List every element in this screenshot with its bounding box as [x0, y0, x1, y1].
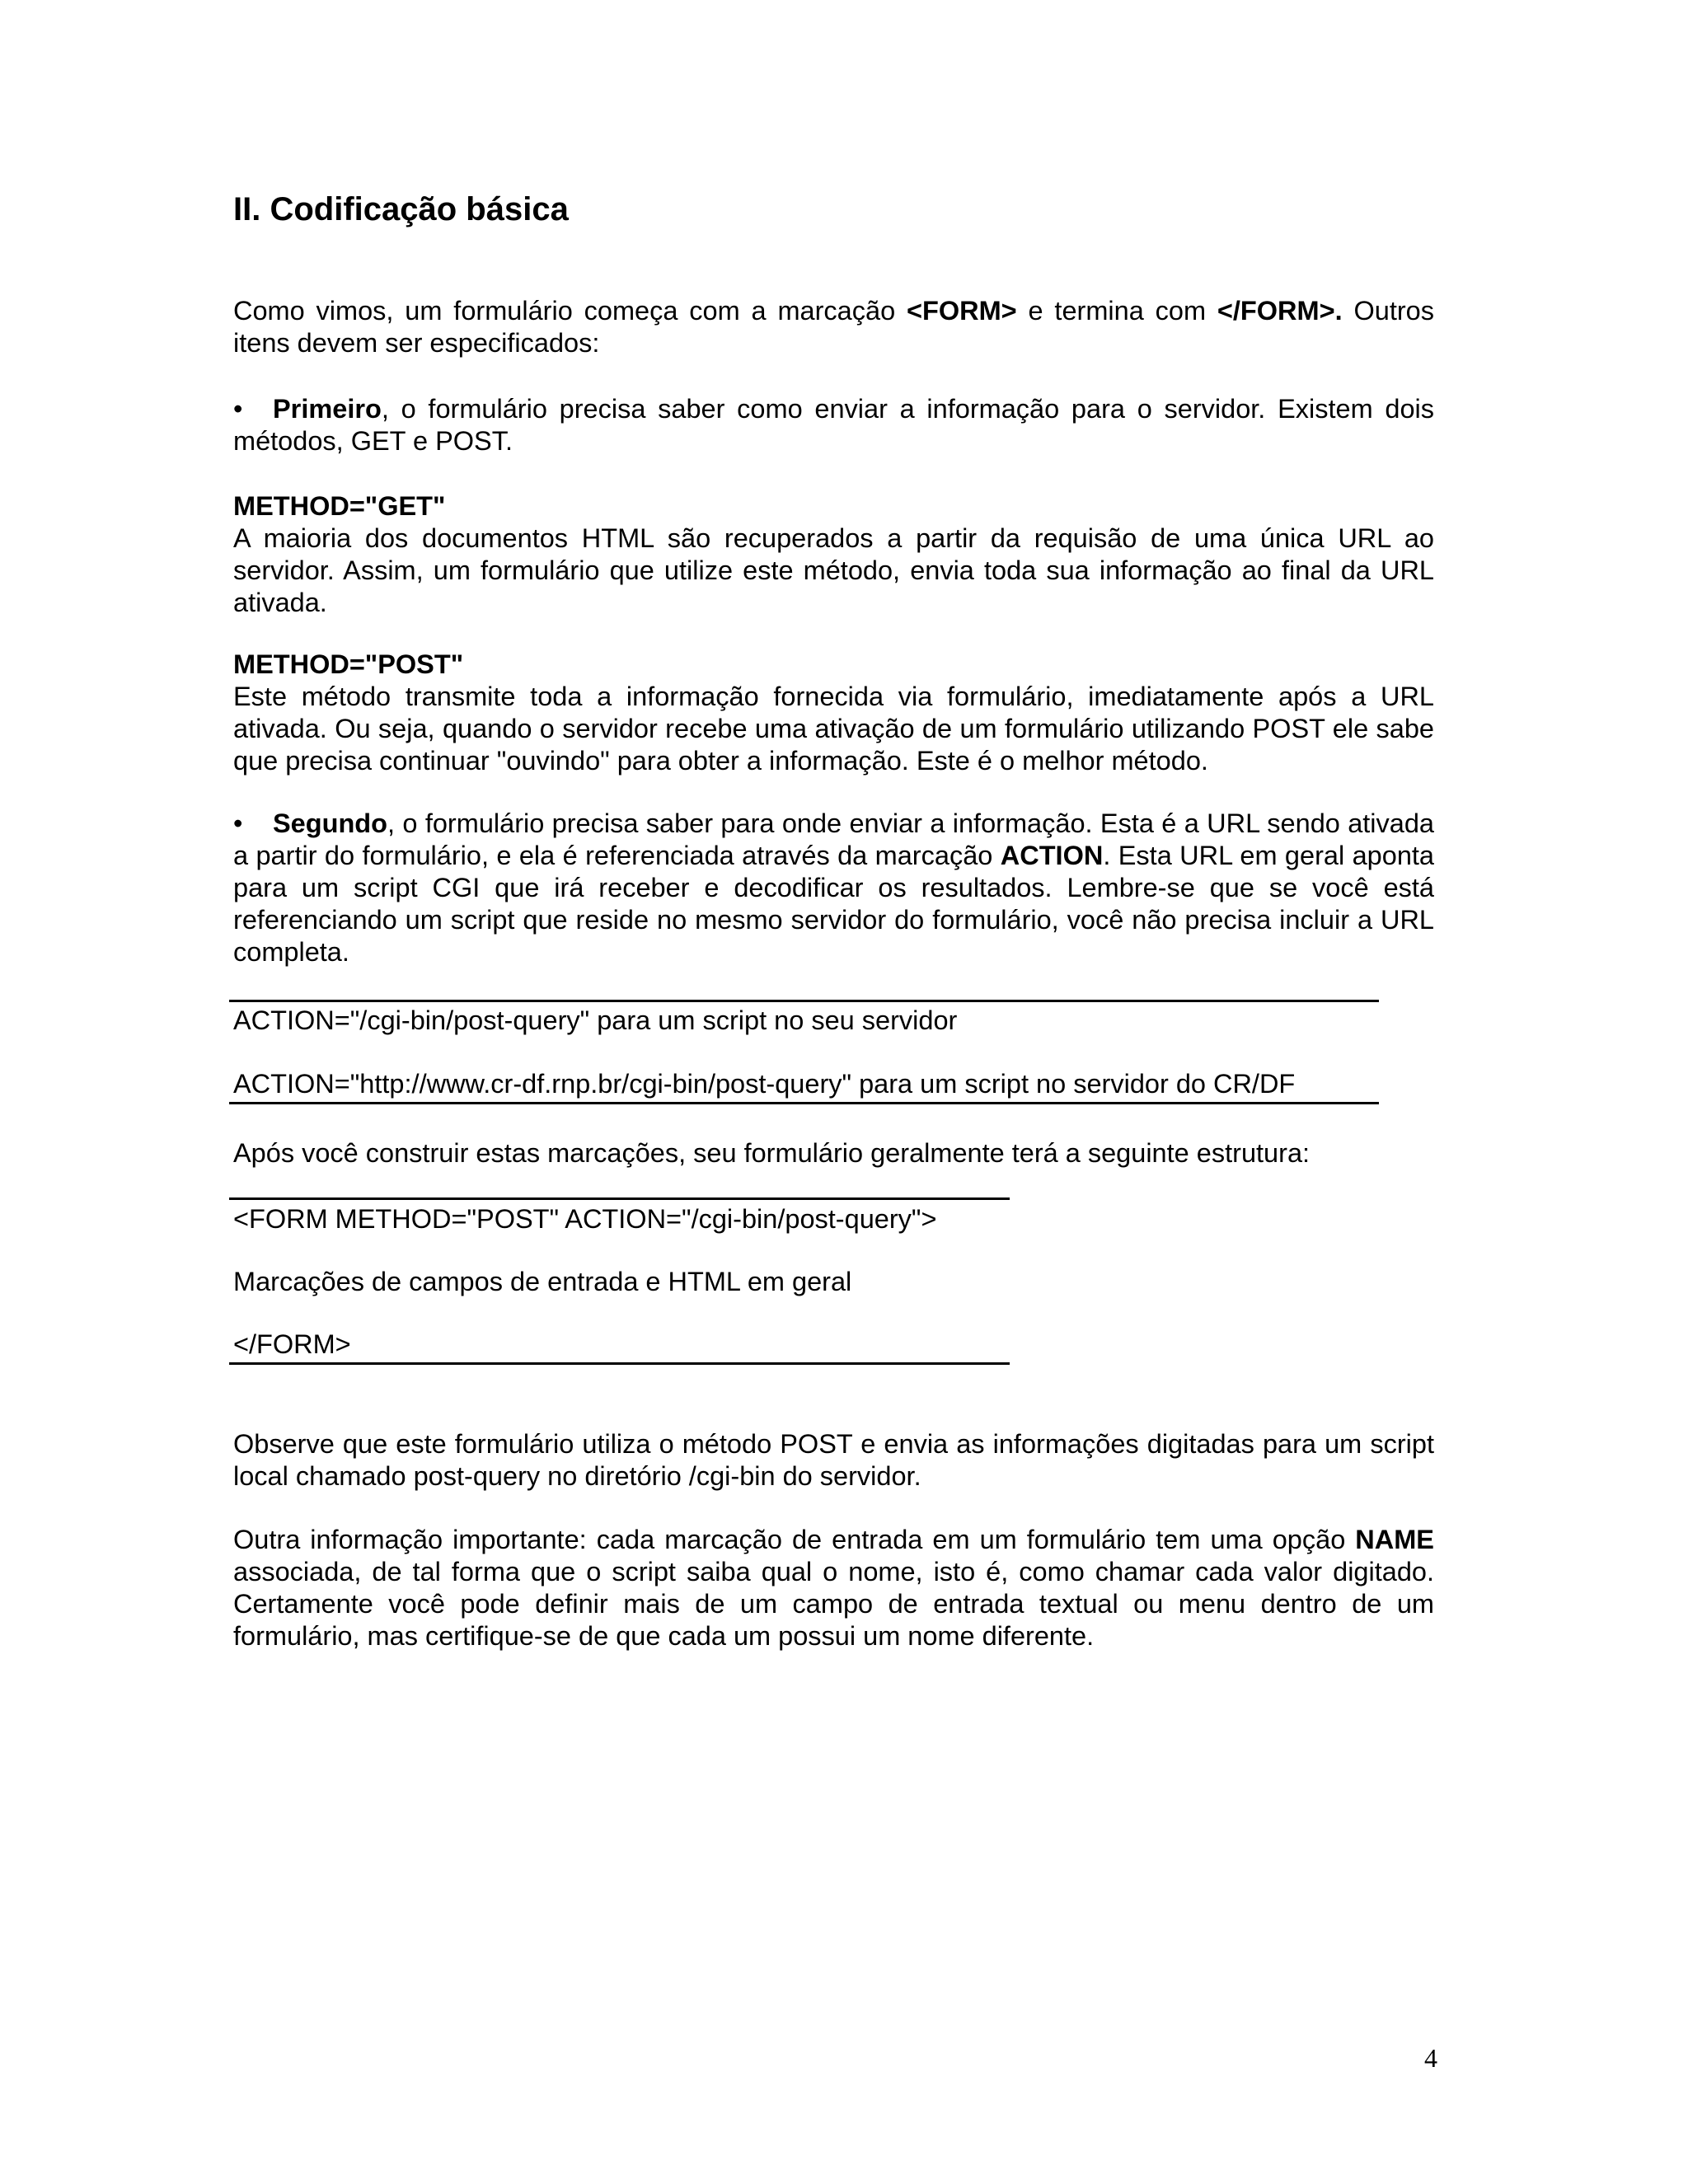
form-open-tag: <FORM>	[907, 296, 1017, 326]
observe-paragraph	[233, 1428, 1434, 1493]
structure-box-top-rule	[229, 1197, 1010, 1200]
method-post-section	[233, 649, 1434, 777]
bullet-first-text: , o formulário precisa saber como enviar a informação para o servidor. Existem dois métodos, GET e POST.	[233, 394, 1434, 456]
observe-text: Observe que este formulário utiliza o método POST e envia as informações digitadas para um script local chamado post-query no diretório /cgi-bin do servidor.	[233, 1429, 1434, 1491]
form-close-tag: </FORM>.	[1217, 296, 1343, 326]
structure-box-bottom-rule	[229, 1362, 1010, 1365]
structure-intro: Após você construir estas marcações, seu formulário geralmente terá a seguinte estrutura:	[233, 1138, 1311, 1168]
bullet-second-lead: Segundo	[273, 808, 388, 838]
bullet-icon: •	[233, 808, 243, 838]
name-paragraph	[233, 1524, 1434, 1652]
bullet-first-paragraph	[233, 393, 1434, 457]
method-post-text: Este método transmite toda a informação fornecida via formulário, imediatamente após a URL ativada. Ou seja, quando o servidor recebe uma ativação de um formulário utilizando POST ele sabe que precisa continuar "ouvindo" para obter a informação. Este é o melhor método.	[233, 682, 1434, 776]
intro-text-2: e termina com	[1016, 296, 1217, 326]
intro-text-3: Outros itens devem ser especificados:	[233, 296, 1434, 358]
action-example-local: ACTION="/cgi-bin/post-query" para um script no seu servidor	[233, 1005, 958, 1035]
structure-form-close: </FORM>	[233, 1329, 351, 1359]
page-number: 4	[1424, 2043, 1437, 2073]
name-keyword: NAME	[1355, 1525, 1434, 1554]
section-heading: II. Codificação básica	[233, 191, 569, 227]
bullet-first-lead: Primeiro	[273, 394, 382, 424]
action-example-remote: ACTION="http://www.cr-df.rnp.br/cgi-bin/post-query" para um script no servidor do CR/DF	[233, 1069, 1296, 1099]
bullet-second-text-1: , o formulário precisa saber para onde enviar a informação. Esta é a URL sendo ativada a partir do formulário, e ela é referenciada através da marcação	[233, 808, 1434, 870]
intro-text-1: Como vimos, um formulário começa com a marcação	[233, 296, 907, 326]
method-get-text: A maioria dos documentos HTML são recuperados a partir da requisão de uma única URL ao servidor. Assim, um formulário que utilize este método, envia toda sua informação ao final da URL ativada.	[233, 523, 1434, 617]
bullet-second-text-2: . Esta URL em geral aponta para um script CGI que irá receber e decodificar os resultados. Lembre-se que se você está referenciando um script que reside no mesmo servidor do formulário, você não precisa incluir a URL completa.	[233, 841, 1434, 967]
bullet-icon: •	[233, 394, 243, 424]
structure-form-open: <FORM METHOD="POST" ACTION="/cgi-bin/post-query">	[233, 1204, 937, 1234]
bullet-second-paragraph	[233, 808, 1434, 968]
method-post-title: METHOD="POST"	[233, 649, 464, 679]
action-box-top-rule	[229, 1000, 1379, 1002]
action-keyword: ACTION	[1000, 841, 1104, 870]
method-get-section	[233, 490, 1434, 619]
action-box-bottom-rule	[229, 1102, 1379, 1104]
name-text-2: associada, de tal forma que o script saiba qual o nome, isto é, como chamar cada valor digitado. Certamente você pode definir mais de um campo de entrada textual ou menu dentro de um formulário, mas certifique-se de que cada um possui um nome diferente.	[233, 1557, 1434, 1651]
structure-middle: Marcações de campos de entrada e HTML em geral	[233, 1267, 852, 1296]
name-text-1: Outra informação importante: cada marcação de entrada em um formulário tem uma opção	[233, 1525, 1356, 1554]
method-get-title: METHOD="GET"	[233, 491, 446, 521]
intro-paragraph	[233, 295, 1434, 359]
